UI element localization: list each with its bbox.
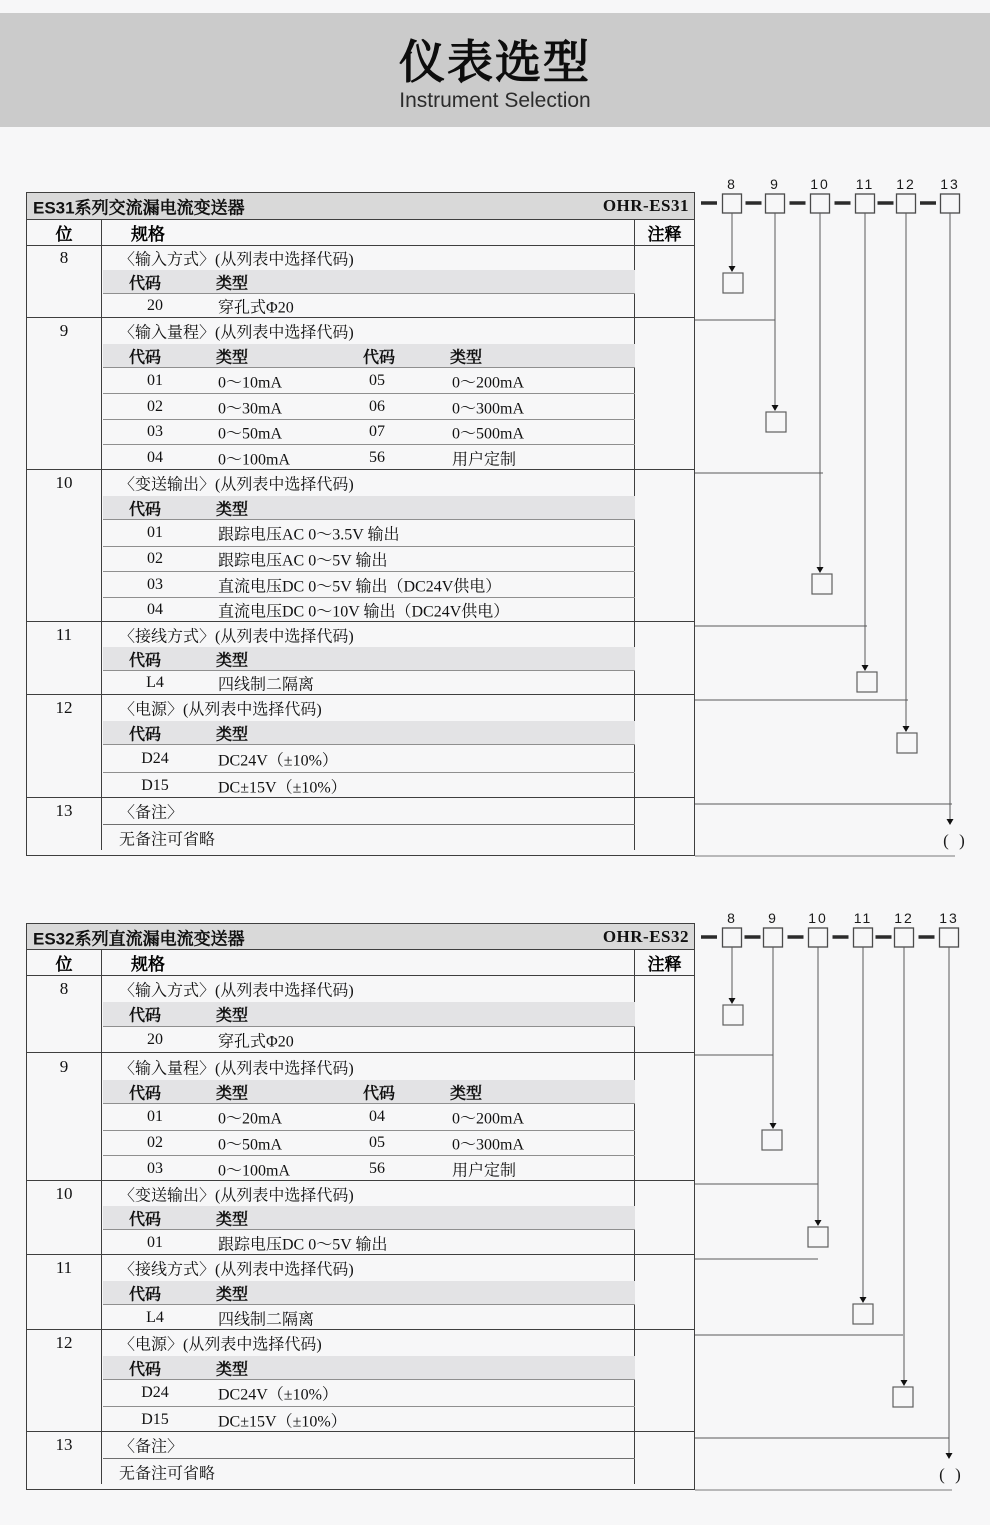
option-row: [103, 745, 635, 772]
option-type: 穿孔式Φ20: [218, 1033, 294, 1051]
option-row: [103, 1155, 635, 1181]
option-code: 03: [147, 423, 163, 440]
column-header-spec: 规格: [131, 955, 165, 974]
option-row: [103, 546, 635, 571]
code-type-header: [103, 1002, 635, 1027]
arrow-down-icon: [862, 665, 869, 671]
option-row: [103, 671, 635, 695]
diagram-group-2: [695, 910, 961, 1490]
position-label: 9: [768, 910, 778, 926]
column-header-spec: 规格: [131, 225, 165, 244]
target-box: [857, 672, 877, 692]
target-box: [723, 273, 743, 293]
column-header-pos: 位: [27, 220, 102, 245]
option-code-2: 06: [369, 397, 385, 415]
code-type-header: [103, 721, 635, 745]
type-header: 类型: [216, 1211, 249, 1228]
column-header-note: 注释: [634, 950, 694, 975]
option-code: 04: [147, 601, 163, 618]
type-header: 类型: [216, 652, 249, 669]
spec-row-11: [27, 1255, 694, 1330]
code-header: 代码: [129, 652, 162, 669]
column-header-pos: 位: [27, 950, 102, 975]
target-box: [897, 733, 917, 753]
spec-area: [103, 798, 635, 850]
spec-area: [103, 1181, 635, 1254]
option-row: [103, 772, 635, 798]
target-box: [766, 412, 786, 432]
code-box: [854, 928, 873, 947]
spec-label-line: [103, 1330, 635, 1356]
option-code: 20: [147, 1031, 163, 1048]
spec-label: 〈备注〉: [119, 804, 184, 822]
code-type-header: [103, 1281, 635, 1305]
option-code: D15: [141, 1410, 169, 1428]
code-box: [897, 194, 916, 213]
spec-label-line: [103, 246, 635, 270]
spec-label: 〈变送输出〉(从列表中选择代码): [119, 1187, 354, 1204]
spec-label: 〈接线方式〉(从列表中选择代码): [119, 628, 354, 645]
position-cell: 8: [27, 976, 102, 1052]
note-cell: [634, 470, 694, 621]
spec-area: [103, 695, 635, 797]
code-type-header: [103, 647, 635, 671]
type-header: 类型: [216, 1286, 249, 1303]
code-header: 代码: [129, 501, 162, 518]
type-header: 类型: [216, 726, 249, 743]
arrow-down-icon: [729, 266, 736, 272]
code-header: 代码: [129, 275, 162, 292]
position-label: 13: [940, 176, 960, 192]
spec-area: [103, 246, 635, 317]
spec-area: [103, 622, 635, 694]
option-type-2: 0～200mA: [452, 1110, 525, 1128]
arrow-down-icon: [946, 1453, 953, 1459]
type-header: 类型: [216, 501, 249, 518]
code-type-header: [103, 1356, 635, 1380]
arrow-down-icon: [815, 1220, 822, 1226]
position-label: 12: [894, 910, 914, 926]
arrow-down-icon: [729, 998, 736, 1004]
option-row: [103, 1027, 635, 1053]
code-header: 代码: [129, 1286, 162, 1303]
option-code: D15: [141, 776, 169, 794]
option-code: 02: [147, 1134, 163, 1151]
option-type-2: 0～300mA: [452, 1136, 525, 1154]
note-cell: [634, 976, 694, 1052]
spec-label: 〈输入方式〉(从列表中选择代码): [119, 251, 354, 269]
option-code: D24: [141, 749, 169, 767]
note-cell: [634, 798, 694, 850]
option-code-2: 04: [369, 1108, 385, 1125]
spec-label-line: [103, 1181, 635, 1206]
type-header-2: 类型: [450, 349, 483, 366]
option-type: 跟踪电压DC 0～5V 输出: [218, 1236, 388, 1253]
option-type: 0～30mA: [218, 400, 283, 417]
arrow-down-icon: [770, 1123, 777, 1129]
option-type: 穿孔式Φ20: [218, 299, 294, 317]
spec-area: [103, 470, 635, 621]
option-row: [103, 571, 635, 597]
option-code-2: 56: [369, 448, 385, 466]
option-row: [103, 294, 635, 318]
option-code: L4: [146, 674, 164, 691]
target-box: [808, 1227, 828, 1247]
option-type: 0～50mA: [218, 1136, 283, 1154]
code-box: [723, 194, 742, 213]
option-code-2: 05: [369, 1134, 385, 1151]
spec-row-10: [27, 470, 694, 622]
arrow-down-icon: [772, 405, 779, 411]
option-code: 03: [147, 1159, 163, 1177]
parentheses: (: [943, 831, 949, 850]
column-header-note: 注释: [634, 220, 694, 245]
option-code: 02: [147, 550, 163, 567]
spec-label: 〈电源〉(从列表中选择代码): [119, 1336, 322, 1354]
model-code: OHR-ES31: [602, 196, 689, 215]
code-type-header: [103, 1206, 635, 1230]
option-row: [103, 520, 635, 546]
diagram-group-1: [695, 176, 965, 856]
position-label: 9: [770, 176, 780, 192]
option-code-2: 05: [369, 371, 385, 389]
selection-table: [26, 923, 695, 1490]
code-header: 代码: [129, 1007, 162, 1025]
position-cell: 13: [27, 1432, 102, 1484]
spec-label-line: [103, 622, 635, 647]
option-type: 0～10mA: [218, 374, 283, 391]
position-label: 11: [853, 910, 873, 926]
option-code: 20: [147, 297, 163, 314]
spec-row-11: [27, 622, 694, 695]
type-header: 类型: [216, 1085, 249, 1102]
option-code: 04: [147, 448, 163, 466]
spec-label: 〈备注〉: [119, 1438, 184, 1456]
parentheses: ): [959, 831, 965, 850]
note-cell: [634, 246, 694, 317]
type-header: 类型: [216, 349, 249, 366]
option-row: [103, 419, 635, 444]
option-row: [103, 368, 635, 393]
option-type-2: 用户定制: [452, 451, 517, 468]
type-header: 类型: [216, 1361, 249, 1378]
option-row: [103, 1305, 635, 1330]
spec-area: [103, 1053, 635, 1180]
position-label: 8: [727, 910, 737, 926]
table-title: ES31系列交流漏电流变送器: [33, 198, 245, 218]
option-type-2: 0～500mA: [452, 425, 525, 443]
spec-row-12: [27, 695, 694, 798]
position-cell: 11: [27, 1255, 102, 1329]
option-code: 02: [147, 397, 163, 415]
arrow-down-icon: [817, 567, 824, 573]
spec-area: [103, 1255, 635, 1329]
remark-line: [103, 824, 635, 850]
code-box: [809, 928, 828, 947]
option-type: 0～100mA: [218, 1162, 291, 1179]
code-type-header: [103, 1080, 635, 1104]
target-box: [812, 574, 832, 594]
spec-label: 〈接线方式〉(从列表中选择代码): [119, 1261, 354, 1279]
option-code-2: 07: [369, 423, 385, 440]
code-header: 代码: [129, 1361, 162, 1378]
note-cell: [634, 695, 694, 797]
option-type: 跟踪电压AC 0～3.5V 输出: [218, 526, 400, 544]
spec-label: 〈输入量程〉(从列表中选择代码): [119, 1060, 354, 1077]
option-row: [103, 1104, 635, 1130]
page-banner: [0, 13, 990, 127]
spec-label-line: [103, 1255, 635, 1281]
target-box: [893, 1387, 913, 1407]
spec-label: 〈变送输出〉(从列表中选择代码): [119, 476, 354, 494]
code-box: [723, 928, 742, 947]
code-box: [941, 194, 960, 213]
option-type: 四线制二隔离: [218, 1311, 315, 1328]
note-cell: [634, 1330, 694, 1431]
arrow-down-icon: [947, 819, 954, 825]
code-box: [764, 928, 783, 947]
option-type: 0～50mA: [218, 425, 283, 443]
position-cell: 8: [27, 246, 102, 317]
option-row: [103, 393, 635, 419]
note-cell: [634, 318, 694, 469]
spec-area: [103, 1432, 635, 1484]
arrow-down-icon: [901, 1380, 908, 1386]
option-type: DC24V（±10%）: [218, 752, 338, 769]
position-label: 13: [939, 910, 959, 926]
position-cell: 12: [27, 1330, 102, 1431]
spec-row-12: [27, 1330, 694, 1432]
spec-area: [103, 1330, 635, 1431]
position-cell: 12: [27, 695, 102, 797]
spec-area: [103, 318, 635, 469]
table-titlebar: [27, 924, 694, 950]
spec-row-13: [27, 798, 694, 850]
code-header-2: 代码: [363, 349, 396, 366]
option-type: 跟踪电压AC 0～5V 输出: [218, 552, 388, 570]
table-title: ES32系列直流漏电流变送器: [33, 929, 245, 948]
option-code: L4: [146, 1308, 164, 1326]
spec-row-9: [27, 318, 694, 470]
remark-line: [103, 1458, 635, 1484]
option-row: [103, 444, 635, 470]
selection-table: [26, 192, 695, 856]
target-box: [853, 1304, 873, 1324]
option-type: 直流电压DC 0～10V 输出（DC24V供电）: [218, 603, 510, 621]
column-header-row: [27, 950, 694, 976]
option-code: 03: [147, 575, 163, 593]
option-code: 01: [147, 1233, 163, 1251]
spec-row-8: [27, 976, 694, 1053]
option-row: [103, 1230, 635, 1255]
note-cell: [634, 1181, 694, 1254]
page-subtitle: Instrument Selection: [399, 89, 591, 112]
note-cell: [634, 622, 694, 694]
column-header-row: [27, 220, 694, 246]
spec-label-line: [103, 1432, 635, 1458]
code-type-header: [103, 344, 635, 368]
remark-text: 无备注可省略: [119, 1465, 216, 1482]
option-row: [103, 597, 635, 622]
option-row: [103, 1406, 635, 1432]
spec-label-line: [103, 318, 635, 344]
option-code-2: 56: [369, 1159, 385, 1177]
code-header: 代码: [129, 726, 162, 743]
option-type-2: 0～300mA: [452, 400, 525, 417]
code-box: [940, 928, 959, 947]
code-type-header: [103, 496, 635, 520]
spec-row-8: [27, 246, 694, 318]
spec-label: 〈输入量程〉(从列表中选择代码): [119, 324, 354, 342]
type-header: 类型: [216, 1007, 249, 1025]
position-cell: 10: [27, 1181, 102, 1254]
option-row: [103, 1380, 635, 1406]
code-box: [895, 928, 914, 947]
code-box: [811, 194, 830, 213]
option-type: DC24V（±10%）: [218, 1386, 338, 1404]
option-type: 0～100mA: [218, 451, 291, 468]
spec-label-line: [103, 798, 635, 824]
position-cell: 10: [27, 470, 102, 621]
option-type: 0～20mA: [218, 1110, 283, 1128]
code-header: 代码: [129, 1211, 162, 1228]
spec-label: 〈电源〉(从列表中选择代码): [119, 701, 322, 719]
note-cell: [634, 1255, 694, 1329]
type-header: 类型: [216, 275, 249, 292]
option-type-2: 0～200mA: [452, 374, 525, 391]
spec-area: [103, 976, 635, 1052]
arrow-down-icon: [860, 1297, 867, 1303]
position-label: 11: [855, 176, 875, 192]
spec-row-13: [27, 1432, 694, 1484]
option-row: [103, 1130, 635, 1155]
position-label: 8: [727, 176, 737, 192]
code-box: [856, 194, 875, 213]
option-code: 01: [147, 524, 163, 541]
parentheses: (: [939, 1465, 945, 1484]
position-cell: 13: [27, 798, 102, 850]
position-label: 12: [896, 176, 916, 192]
spec-label-line: [103, 470, 635, 496]
position-cell: 9: [27, 1053, 102, 1180]
code-header: 代码: [129, 1085, 162, 1102]
option-type-2: 用户定制: [452, 1162, 517, 1179]
target-box: [723, 1005, 743, 1025]
spec-label: 〈输入方式〉(从列表中选择代码): [119, 982, 354, 1000]
option-type: DC±15V（±10%）: [218, 779, 347, 796]
code-header: 代码: [129, 349, 162, 366]
target-box: [762, 1130, 782, 1150]
option-code: 01: [147, 371, 163, 389]
code-box: [766, 194, 785, 213]
option-type: DC±15V（±10%）: [218, 1413, 347, 1430]
spec-row-10: [27, 1181, 694, 1255]
position-label: 10: [808, 910, 828, 926]
note-cell: [634, 1432, 694, 1484]
type-header-2: 类型: [450, 1085, 483, 1102]
spec-label-line: [103, 1053, 635, 1080]
parentheses: ): [955, 1465, 961, 1484]
remark-text: 无备注可省略: [119, 831, 216, 848]
code-type-header: [103, 270, 635, 294]
spec-label-line: [103, 695, 635, 721]
option-code: D24: [141, 1384, 169, 1401]
spec-row-9: [27, 1053, 694, 1181]
option-type: 直流电压DC 0～5V 输出（DC24V供电）: [218, 578, 502, 595]
position-label: 10: [810, 176, 830, 192]
model-code: OHR-ES32: [602, 926, 689, 946]
arrow-down-icon: [903, 726, 910, 732]
page-title: 仪表选型: [399, 36, 591, 88]
code-header-2: 代码: [363, 1085, 396, 1102]
option-code: 01: [147, 1108, 163, 1125]
note-cell: [634, 1053, 694, 1180]
table-titlebar: [27, 193, 694, 220]
spec-label-line: [103, 976, 635, 1002]
position-cell: 9: [27, 318, 102, 469]
position-cell: 11: [27, 622, 102, 694]
option-type: 四线制二隔离: [218, 676, 315, 694]
